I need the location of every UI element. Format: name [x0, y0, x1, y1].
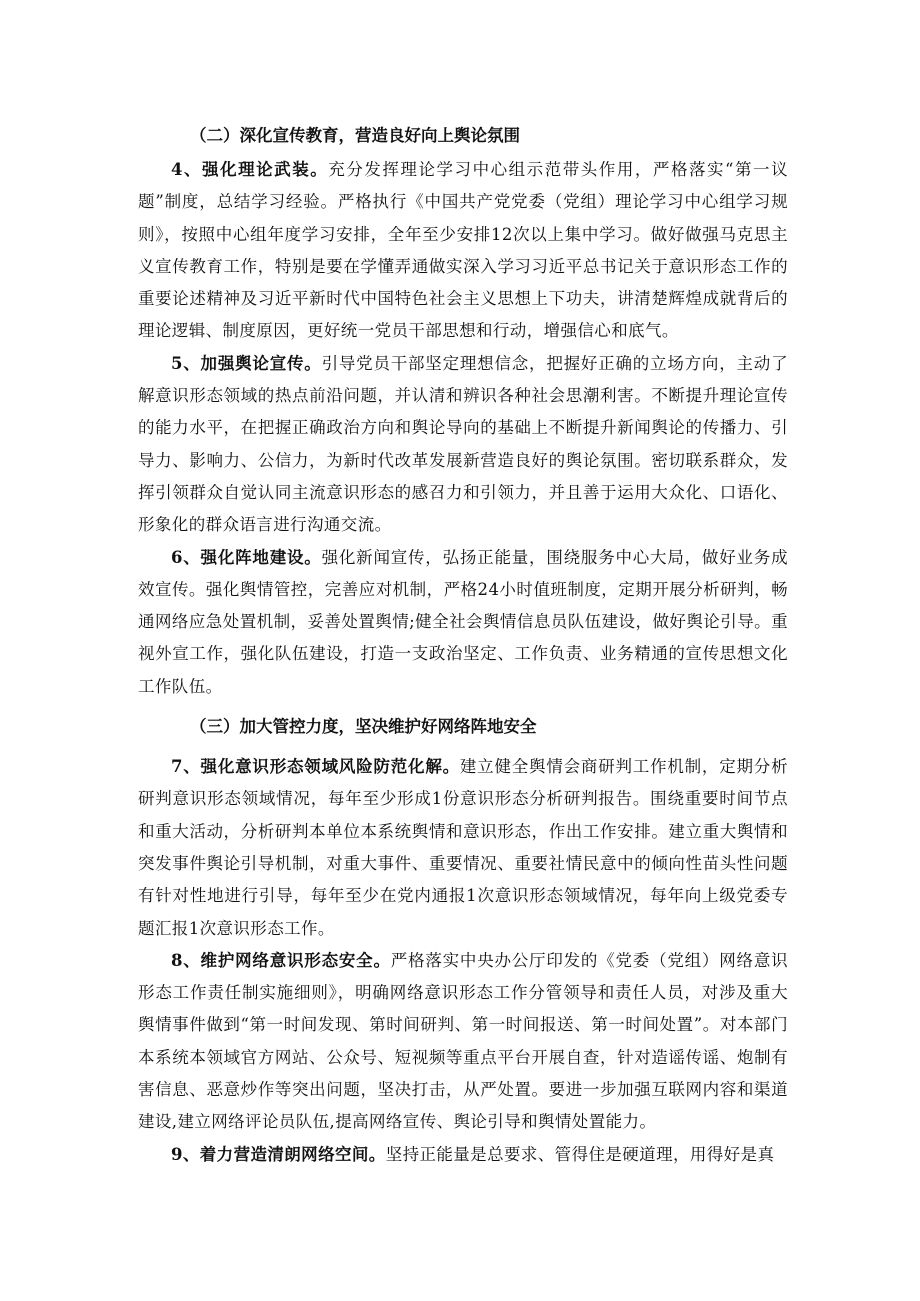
- paragraph-9-body: 坚持正能量是总要求、管得住是硬道理，用得好是真: [385, 1144, 775, 1164]
- paragraph-8: [138, 945, 788, 1139]
- paragraph-6-body: 强化新闻宣传，弘扬正能量，围绕服务中心大局，做好业务成效宣传。强化舆情管控，完善应对机制，严格24小时值班制度，定期开展分析研判，畅通网络应急处置机制，妥善处置舆情;健全社会舆情信息员队伍建设，做好舆论引导。重视外宣工作，强化队伍建设，打造一支政治坚定、工作负责、业务精通的宣传思想文化工作队伍。: [138, 547, 788, 696]
- paragraph-5: [138, 348, 788, 542]
- paragraph-7: [138, 751, 788, 945]
- paragraph-4: [138, 154, 788, 348]
- paragraph-8-body: 严格落实中央办公厅印发的《党委（党组）网络意识形态工作责任制实施细则》，明确网络意识形态工作分管领导和责任人员，对涉及重大舆情事件做到“第一时间发现、第时间研判、第一时间报送、第一时间处置”。对本部门本系统本领域官方网站、公众号、短视频等重点平台开展自查，针对造谣传谣、炮制有害信息、恶意炒作等突出问题，坚决打击，从严处置。要进一步加强互联网内容和渠道建设,建立网络评论员队伍,提高网络宣传、舆论引导和舆情处置能力。: [138, 950, 789, 1132]
- paragraph-7-body: 建立健全舆情会商研判工作机制，定期分析研判意识形态领域情况，每年至少形成1份意识形态分析研判报告。围绕重要时间节点和重大活动，分析研判本单位本系统舆情和意识形态，作出工作安排。建立重大舆情和突发事件舆论引导机制，对重大事件、重要情况、重要社情民意中的倾向性苗头性问题有针对性地进行引导，每年至少在党内通报1次意识形态领域情况，每年向上级党委专题汇报1次意识形态工作。: [138, 757, 788, 938]
- paragraph-4-body: 充分发挥理论学习中心组示范带头作用，严格落实“第一议题”制度，总结学习经验。严格执行《中国共产党党委（党组）理论学习中心组学习规则》，按照中心组年度学习安排，全年至少安排12次以上集中学习。做好做强马克思主义宣传教育工作，特别是要在学懂弄通做实深入学习习近平总书记关于意识形态工作的重要论述精神及习近平新时代中国特色社会主义思想上下功夫，讲清楚辉煌成就背后的理论逻辑、制度原因，更好统一党员干部思想和行动，增强信心和底气。: [138, 160, 788, 341]
- section-3-heading: （三）加大管控力度，坚决维护好网络阵地安全: [190, 717, 537, 737]
- paragraph-9-lead: 9、着力营造清朗网络空间。: [171, 1144, 386, 1164]
- paragraph-5-lead: 5、加强舆论宣传。: [171, 353, 322, 373]
- paragraph-8-lead: 8、维护网络意识形态安全。: [171, 950, 391, 970]
- section-2-heading: （二）深化宣传教育，营造良好向上舆论氛围: [190, 126, 520, 145]
- paragraph-9: [138, 1139, 788, 1171]
- paragraph-4-lead: 4、强化理论武装。: [171, 160, 329, 179]
- paragraph-7-lead: 7、强化意识形态领域风险防范化解。: [171, 757, 460, 777]
- paragraph-6: [138, 542, 788, 703]
- paragraph-6-lead: 6、强化阵地建设。: [171, 547, 322, 567]
- document-body: [138, 118, 788, 1171]
- paragraph-5-body: 引导党员干部坚定理想信念，把握好正确的立场方向，主动了解意识形态领域的热点前沿问题，并认清和辨识各种社会思潮利害。不断提升理论宣传的能力水平，在把握正确政治方向和舆论导向的基础上不断提升新闻舆论的传播力、引导力、影响力、公信力，为新时代改革发展新营造良好的舆论氛围。密切联系群众，发挥引领群众自觉认同主流意识形态的感召力和引领力，并且善于运用大众化、口语化、形象化的群众语言进行沟通交流。: [138, 353, 788, 535]
